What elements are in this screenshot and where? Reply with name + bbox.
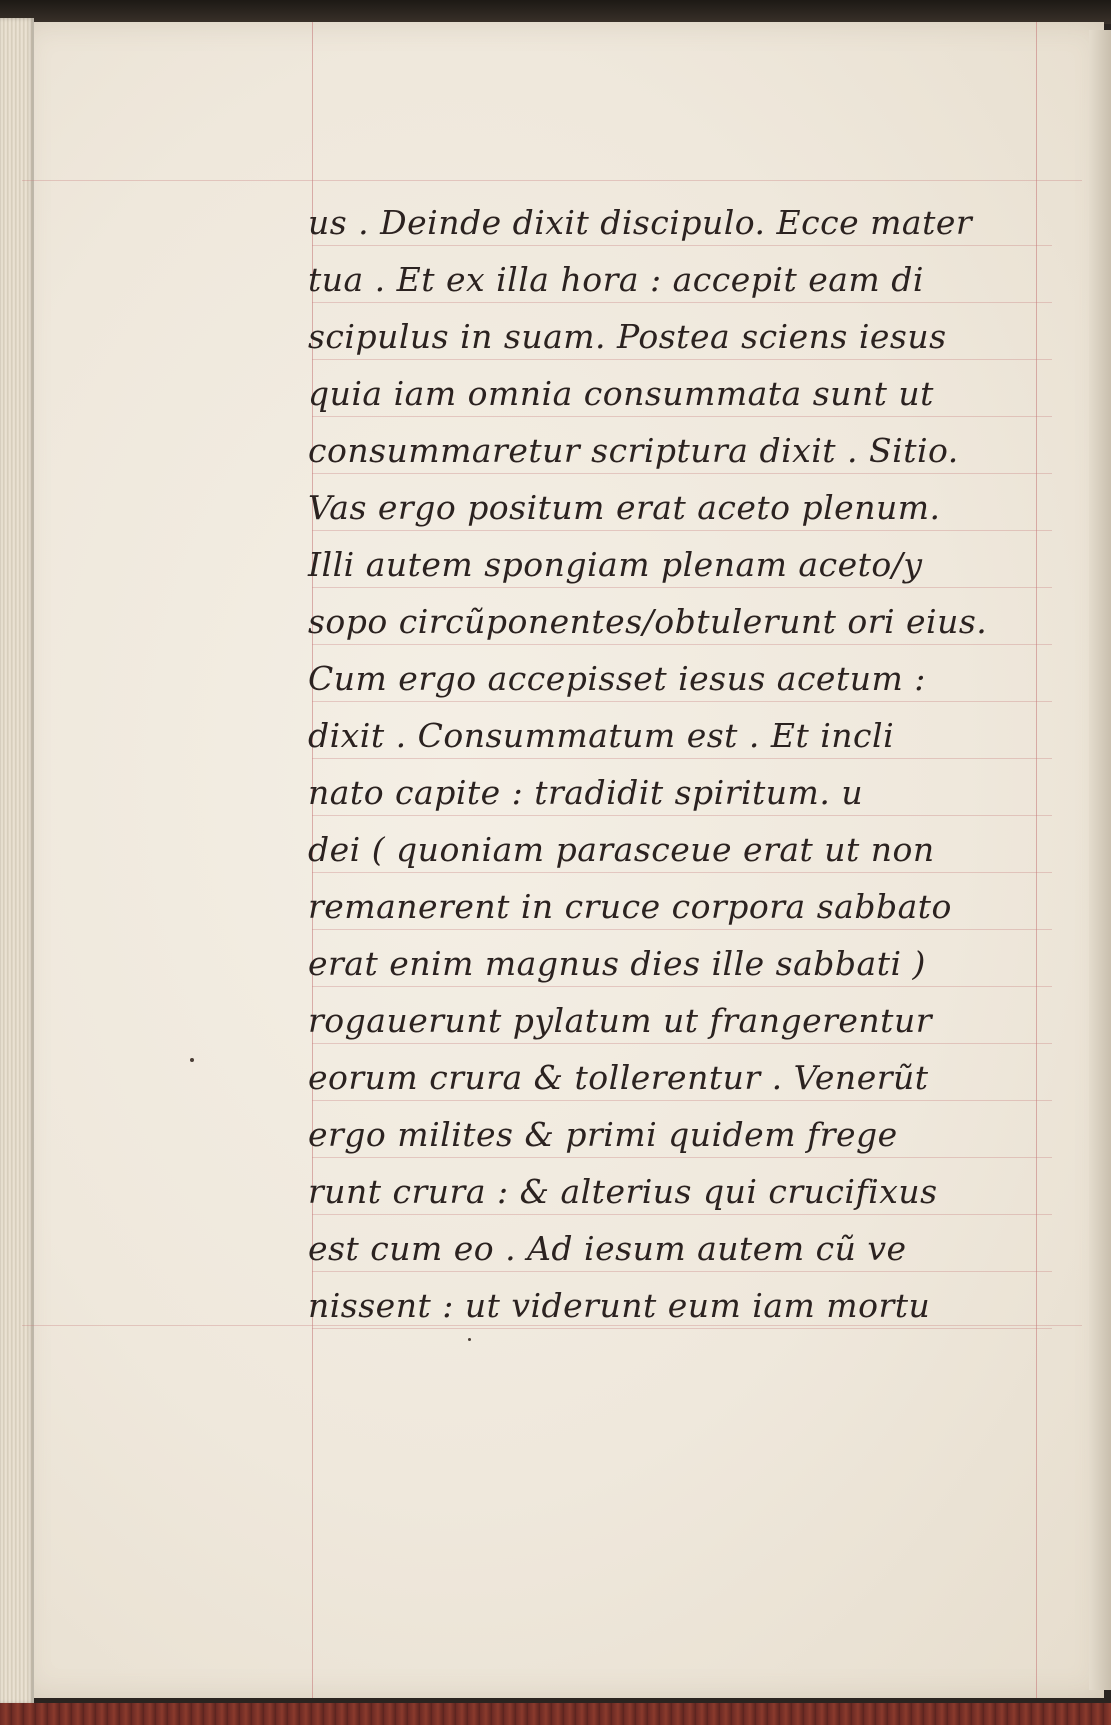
ink-speck	[190, 1058, 194, 1062]
text-line: Illi autem spongiam plenam aceto/y	[308, 545, 923, 584]
line-ruling	[312, 245, 1052, 246]
text-line: Cum ergo accepisset iesus acetum :	[308, 659, 926, 698]
text-line: quia iam omnia consummata sunt ut	[308, 374, 934, 413]
line-ruling	[312, 302, 1052, 303]
text-line: runt crura : & alterius qui crucifixus	[308, 1172, 938, 1211]
line-ruling	[312, 1043, 1052, 1044]
line-ruling	[312, 986, 1052, 987]
text-line: dixit . Consummatum est . Et incli	[308, 716, 895, 755]
line-ruling	[312, 815, 1052, 816]
book-binding-top	[0, 0, 1111, 24]
text-line: scipulus in suam. Postea sciens iesus	[308, 317, 947, 356]
line-ruling	[312, 530, 1052, 531]
text-line: tua . Et ex illa hora : accepit eam di	[308, 260, 924, 299]
text-line: consummaretur scriptura dixit . Sitio.	[308, 431, 959, 470]
line-ruling	[312, 1328, 1052, 1329]
line-ruling	[312, 416, 1052, 417]
text-line: remanerent in cruce corpora sabbato	[308, 887, 952, 926]
line-ruling	[312, 872, 1052, 873]
text-line: erat enim magnus dies ille sabbati )	[308, 944, 926, 983]
text-line: est cum eo . Ad iesum autem cũ ve	[308, 1229, 907, 1268]
text-line: Vas ergo positum erat aceto plenum.	[308, 488, 941, 527]
page-edge-right	[1089, 30, 1111, 1690]
text-line: us . Deinde dixit discipulo. Ecce mater	[308, 203, 973, 242]
page-edges-left	[0, 18, 34, 1704]
text-line: eorum crura & tollerentur . Venerũt	[308, 1058, 929, 1097]
text-line: sopo circũponentes/obtulerunt ori eius.	[308, 602, 988, 641]
line-ruling	[312, 1157, 1052, 1158]
line-ruling	[312, 1214, 1052, 1215]
text-line: nissent : ut viderunt eum iam mortu	[308, 1286, 931, 1325]
line-ruling	[312, 473, 1052, 474]
line-ruling	[312, 758, 1052, 759]
line-ruling	[312, 644, 1052, 645]
line-ruling	[312, 701, 1052, 702]
text-line: dei ( quoniam parasceue erat ut non	[308, 830, 935, 869]
text-line: ergo milites & primi quidem frege	[308, 1115, 898, 1154]
margin-rule-top	[22, 180, 1082, 181]
line-ruling	[312, 929, 1052, 930]
text-line: nato capite : tradidit spiritum. u	[308, 773, 864, 812]
line-ruling	[312, 1100, 1052, 1101]
line-ruling	[312, 587, 1052, 588]
ink-speck	[468, 1338, 471, 1341]
line-ruling	[312, 1271, 1052, 1272]
manuscript-text-block	[308, 194, 1068, 1334]
line-ruling	[312, 359, 1052, 360]
book-binding-bottom	[0, 1703, 1111, 1725]
text-line: rogauerunt pylatum ut frangerentur	[308, 1001, 932, 1040]
